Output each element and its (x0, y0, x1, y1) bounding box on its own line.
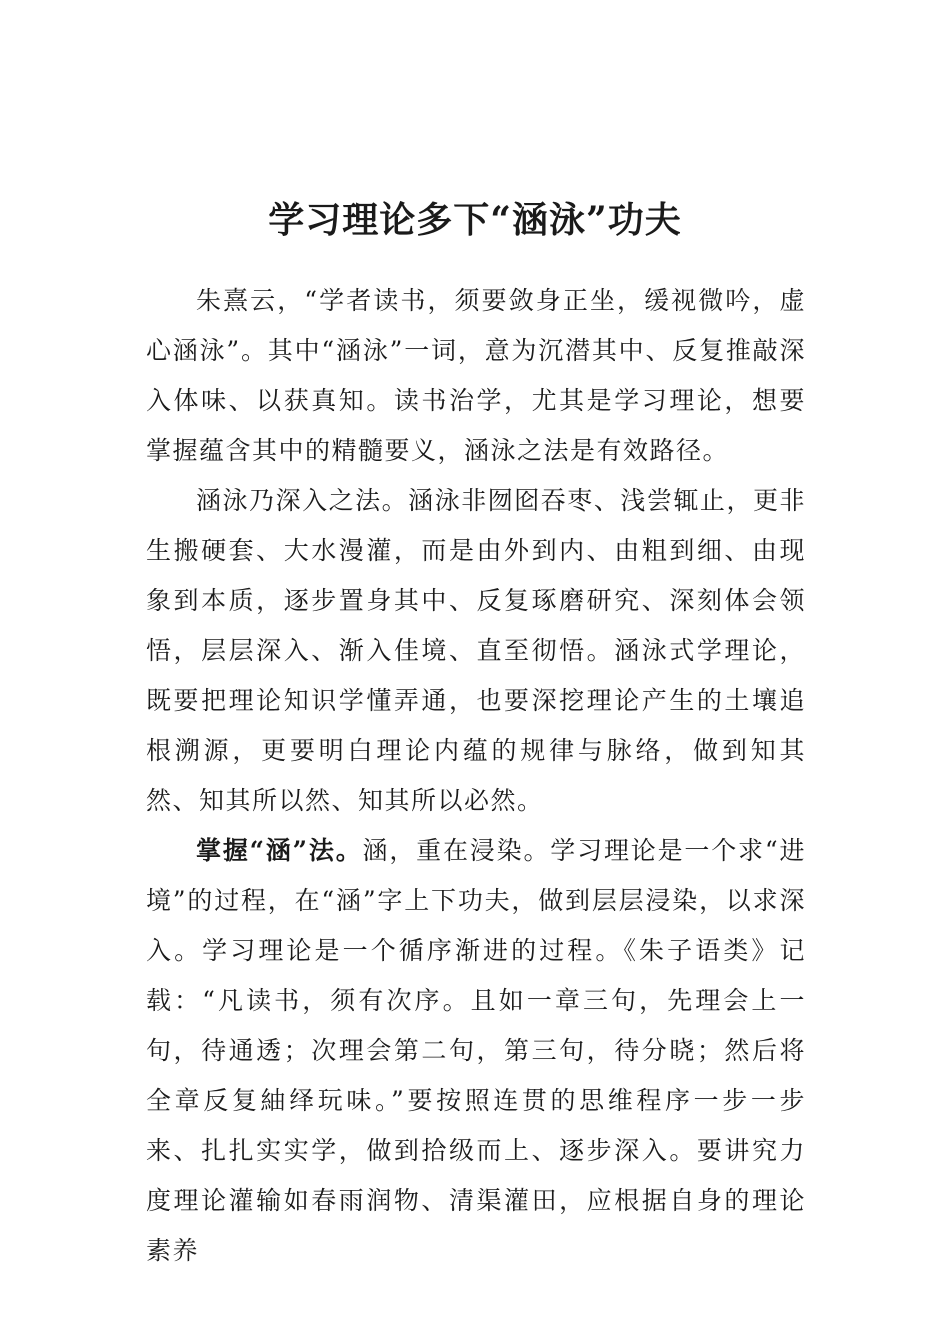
document-body (146, 276, 806, 1276)
paragraph-3 (146, 826, 806, 1276)
paragraph-1 (146, 276, 806, 476)
document-title: 学习理论多下“涵泳”功夫 (268, 199, 682, 242)
paragraph-3-text: 涵，重在浸染。学习理论是一个求“进境”的过程，在“涵”字上下功夫，做到层层浸染，以求深入。学习理论是一个循序渐进的过程。《朱子语类》记载：“凡读书，须有次序。且如一章三句，先理会上一句，待通透；次理会第二句，第三句，待分晓；然后将全章反复紬绎玩味。”要按照连贯的思维程序一步一步来、扎扎实实学，做到拾级而上、逐步深入。要讲究力度理论灌输如春雨润物、清渠灌田，应根据自身的理论素养 (146, 836, 806, 1265)
paragraph-2-text: 涵泳乃深入之法。涵泳非囫囵吞枣、浅尝辄止，更非生搬硬套、大水漫灌，而是由外到内、由粗到细、由现象到本质，逐步置身其中、反复琢磨研究、深刻体会领悟，层层深入、渐入佳境、直至彻悟。涵泳式学理论，既要把理论知识学懂弄通，也要深挖理论产生的土壤追根溯源，更要明白理论内蕴的规律与脉络，做到知其然、知其所以然、知其所以必然。 (146, 486, 806, 815)
paragraph-1-text: 朱熹云，“学者读书，须要敛身正坐，缓视微吟，虚心涵泳”。其中“涵泳”一词，意为沉潜其中、反复推敲深入体味、以获真知。读书治学，尤其是学习理论，想要掌握蕴含其中的精髓要义，涵泳之法是有效路径。 (146, 286, 806, 465)
paragraph-2 (146, 476, 806, 826)
paragraph-3-lead: 掌握“涵”法。 (196, 836, 363, 865)
